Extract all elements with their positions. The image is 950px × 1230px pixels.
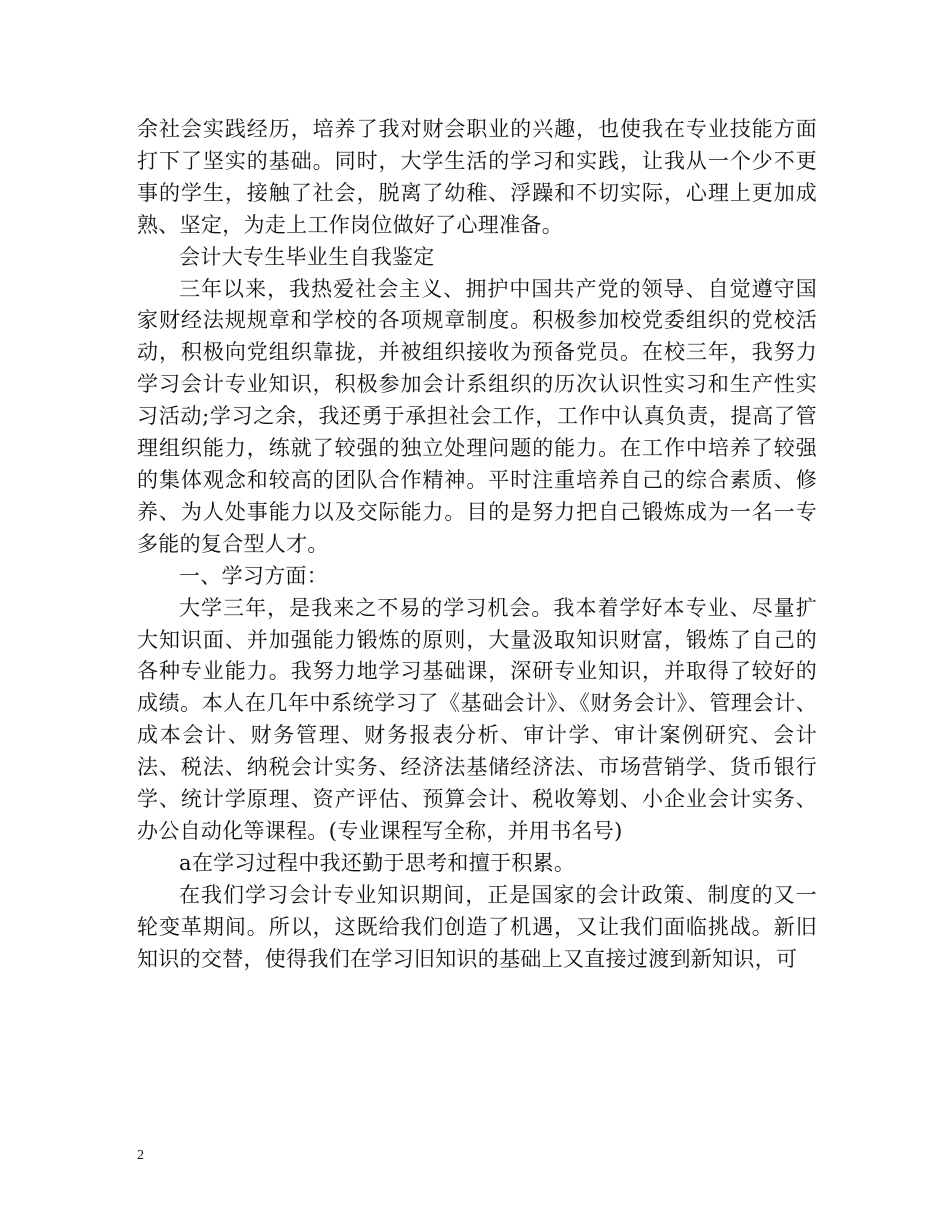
paragraph-overview: 三年以来，我热爱社会主义、拥护中国共产党的领导、自觉遵守国家财经法规规章和学校的各项规章制度。积极参加校党委组织的党校活动，积极向党组织靠拢，并被组织接收为预备党员。在校三年，我努力学习会计专业知识，积极参加会计系组织的历次认识性实习和生产性实习活动;学习之余，我还勇于承担社会工作，工作中认真负责，提高了管理组织能力，练就了较强的独立处理问题的能力。在工作中培养了较强的集体观念和较高的团队合作精神。平时注重培养自己的综合素质、修养、为人处事能力以及交际能力。目的是努力把自己锻炼成为一名一专多能的复合型人才。	[137, 276, 817, 556]
document-body	[137, 114, 817, 975]
page-number: 2	[137, 1148, 144, 1163]
paragraph-reform-period: 在我们学习会计专业知识期间，正是国家的会计政策、制度的又一轮变革期间。所以，这既给我们创造了机遇，又让我们面临挑战。新旧知识的交替，使得我们在学习旧知识的基础上又直接过渡到新知识，可	[137, 882, 817, 971]
paragraph-thinking: a在学习过程中我还勤于思考和擅于积累。	[179, 850, 576, 875]
paragraph-study-details: 大学三年，是我来之不易的学习机会。我本着学好本专业、尽量扩大知识面、并加强能力锻炼的原则，大量汲取知识财富，锻炼了自己的各种专业能力。我努力地学习基础课，深研专业知识，并取得了较好的成绩。本人在几年中系统学习了《基础会计》、《财务会计》、管理会计、成本会计、财务管理、财务报表分析、审计学、审计案例研究、会计法、税法、纳税会计实务、经济法基储经济法、市场营销学、货币银行学、统计学原理、资产评估、预算会计、税收筹划、小企业会计实务、办公自动化等课程。(专业课程写全称，并用书名号)	[137, 595, 817, 843]
section-title-self-assessment: 会计大专生毕业生自我鉴定	[179, 244, 435, 269]
paragraph-continuation: 余社会实践经历，培养了我对财会职业的兴趣，也使我在专业技能方面打下了坚实的基础。同时，大学生活的学习和实践，让我从一个少不更事的学生，接触了社会，脱离了幼稚、浮躁和不切实际，心理上更加成熟、坚定，为走上工作岗位做好了心理准备。	[137, 117, 817, 237]
heading-study: 一、学习方面：	[179, 563, 329, 588]
